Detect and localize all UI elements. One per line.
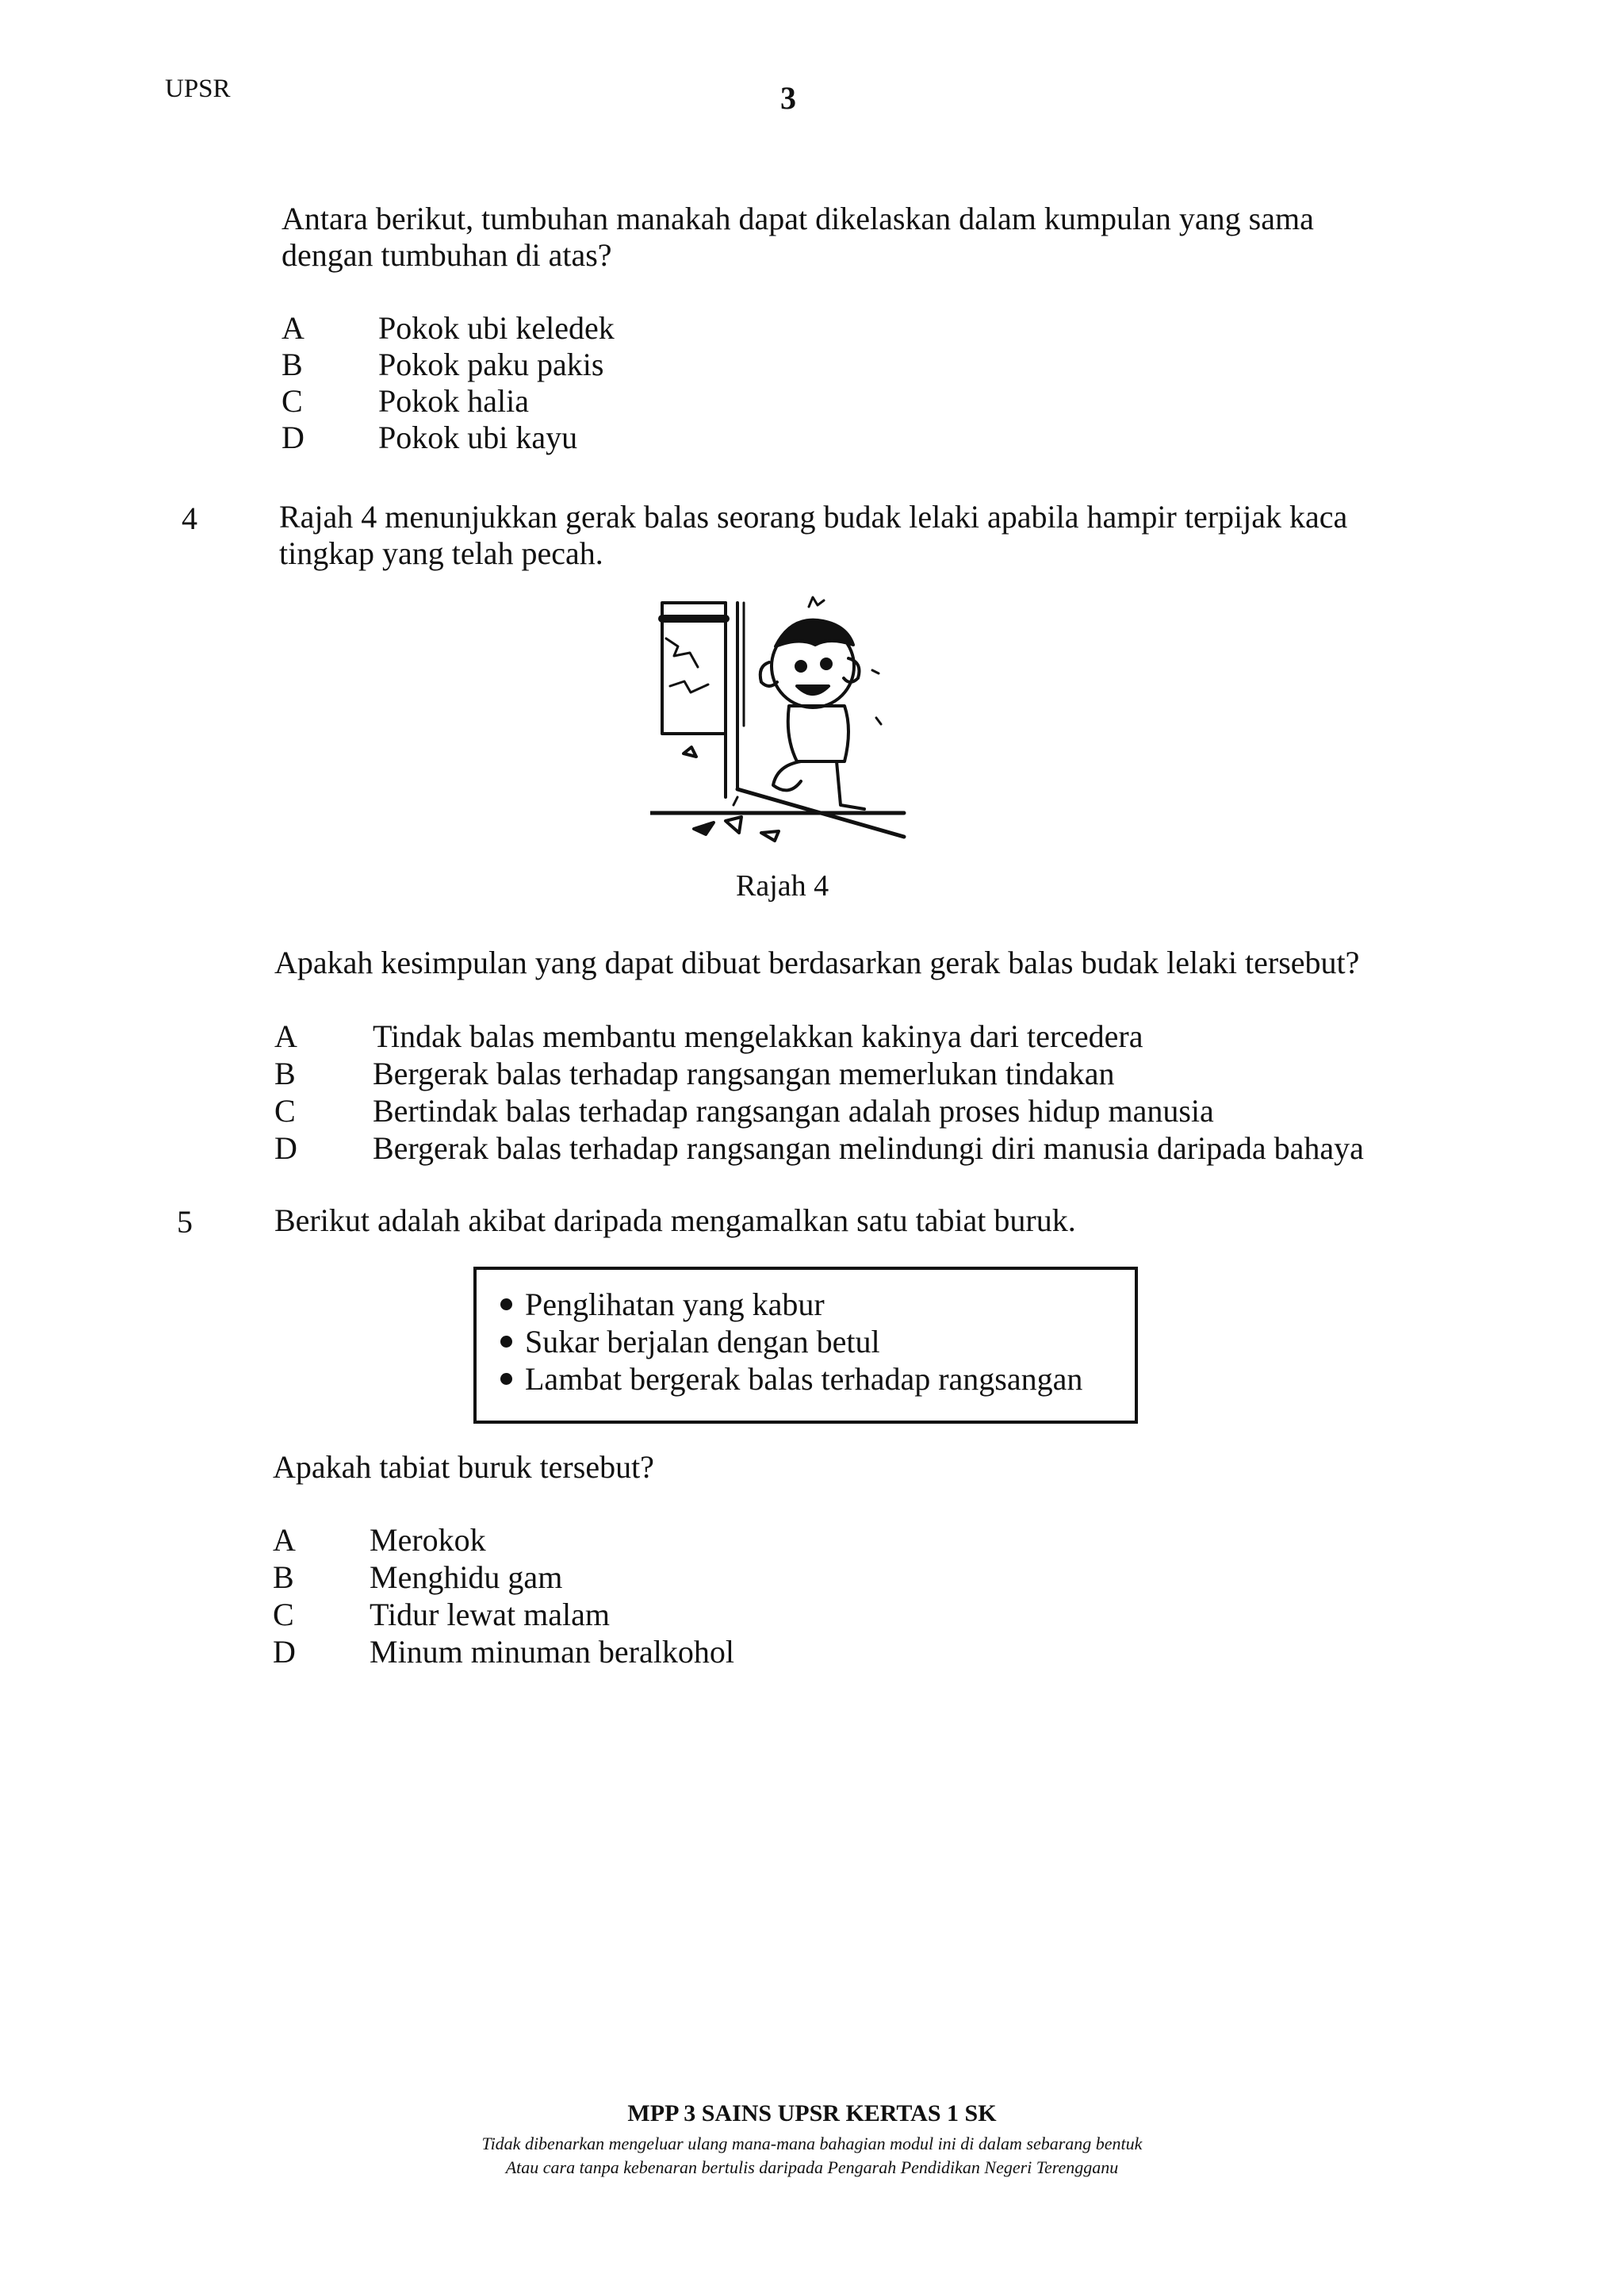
bullet-text: Lambat bergerak balas terhadap rangsangan [525,1361,1083,1397]
bullet-icon [500,1336,512,1348]
rajah-4-illustration [650,591,912,853]
option-letter: A [282,310,304,346]
q4-number: 4 [182,500,197,536]
header-label: UPSR [165,75,231,103]
option-text: Menghidu gam [370,1559,563,1595]
q5-number: 5 [177,1204,193,1240]
figure-caption: Rajah 4 [736,869,829,903]
bullet-text: Penglihatan yang kabur [525,1286,825,1322]
q5-bullet [500,1360,1135,1398]
option-text: Tidur lewat malam [370,1597,610,1632]
q4-stem-line-2: tingkap yang telah pecah. [279,535,603,571]
footer-notice-line-2: Atau cara tanpa kebenaran bertulis daripada Pengarah Pendidikan Negeri Terengganu [505,2157,1119,2177]
q3-stem-line-2: dengan tumbuhan di atas? [282,237,612,273]
page-number: 3 [780,80,796,116]
q5-bullet [500,1286,1135,1323]
q3-stem-line-1: Antara berikut, tumbuhan manakah dapat dikelaskan dalam kumpulan yang sama [282,201,1314,236]
bullet-icon [500,1298,512,1310]
q4-stem-line-1: Rajah 4 menunjukkan gerak balas seorang budak lelaki apabila hampir terpijak kaca [279,499,1348,535]
option-text: Bergerak balas terhadap rangsangan melindungi diri manusia daripada bahaya [373,1130,1364,1166]
bullet-icon [500,1373,512,1385]
option-letter: B [282,347,303,382]
option-text: Pokok halia [378,383,529,419]
option-letter: D [274,1130,297,1166]
q5-intro: Berikut adalah akibat daripada mengamalkan satu tabiat buruk. [274,1202,1076,1238]
q5-effects-box [473,1267,1138,1424]
option-letter: A [274,1018,297,1054]
option-text: Pokok paku pakis [378,347,604,382]
option-text: Pokok ubi kayu [378,420,578,455]
option-letter: B [273,1559,294,1595]
q5-question: Apakah tabiat buruk tersebut? [273,1449,654,1485]
option-letter: C [274,1093,296,1129]
option-text: Merokok [370,1522,486,1558]
option-letter: B [274,1056,296,1091]
bullet-text: Sukar berjalan dengan betul [525,1324,880,1359]
option-text: Pokok ubi keledek [378,310,615,346]
option-letter: C [273,1597,294,1632]
footer-notice-line-1: Tidak dibenarkan mengeluar ulang mana-mana bahagian modul ini di dalam sebarang bentuk [481,2134,1143,2153]
option-letter: D [273,1634,296,1670]
option-text: Bertindak balas terhadap rangsangan adalah proses hidup manusia [373,1093,1214,1129]
q4-question: Apakah kesimpulan yang dapat dibuat berdasarkan gerak balas budak lelaki tersebut? [274,945,1360,980]
q5-bullet [500,1323,1135,1360]
option-letter: C [282,383,303,419]
option-text: Tindak balas membantu mengelakkan kakinya dari tercedera [373,1018,1143,1054]
option-letter: A [273,1522,296,1558]
option-text: Bergerak balas terhadap rangsangan memerlukan tindakan [373,1056,1115,1091]
option-letter: D [282,420,304,455]
footer-title: MPP 3 SAINS UPSR KERTAS 1 SK [627,2100,997,2126]
option-text: Minum minuman beralkohol [370,1634,734,1670]
